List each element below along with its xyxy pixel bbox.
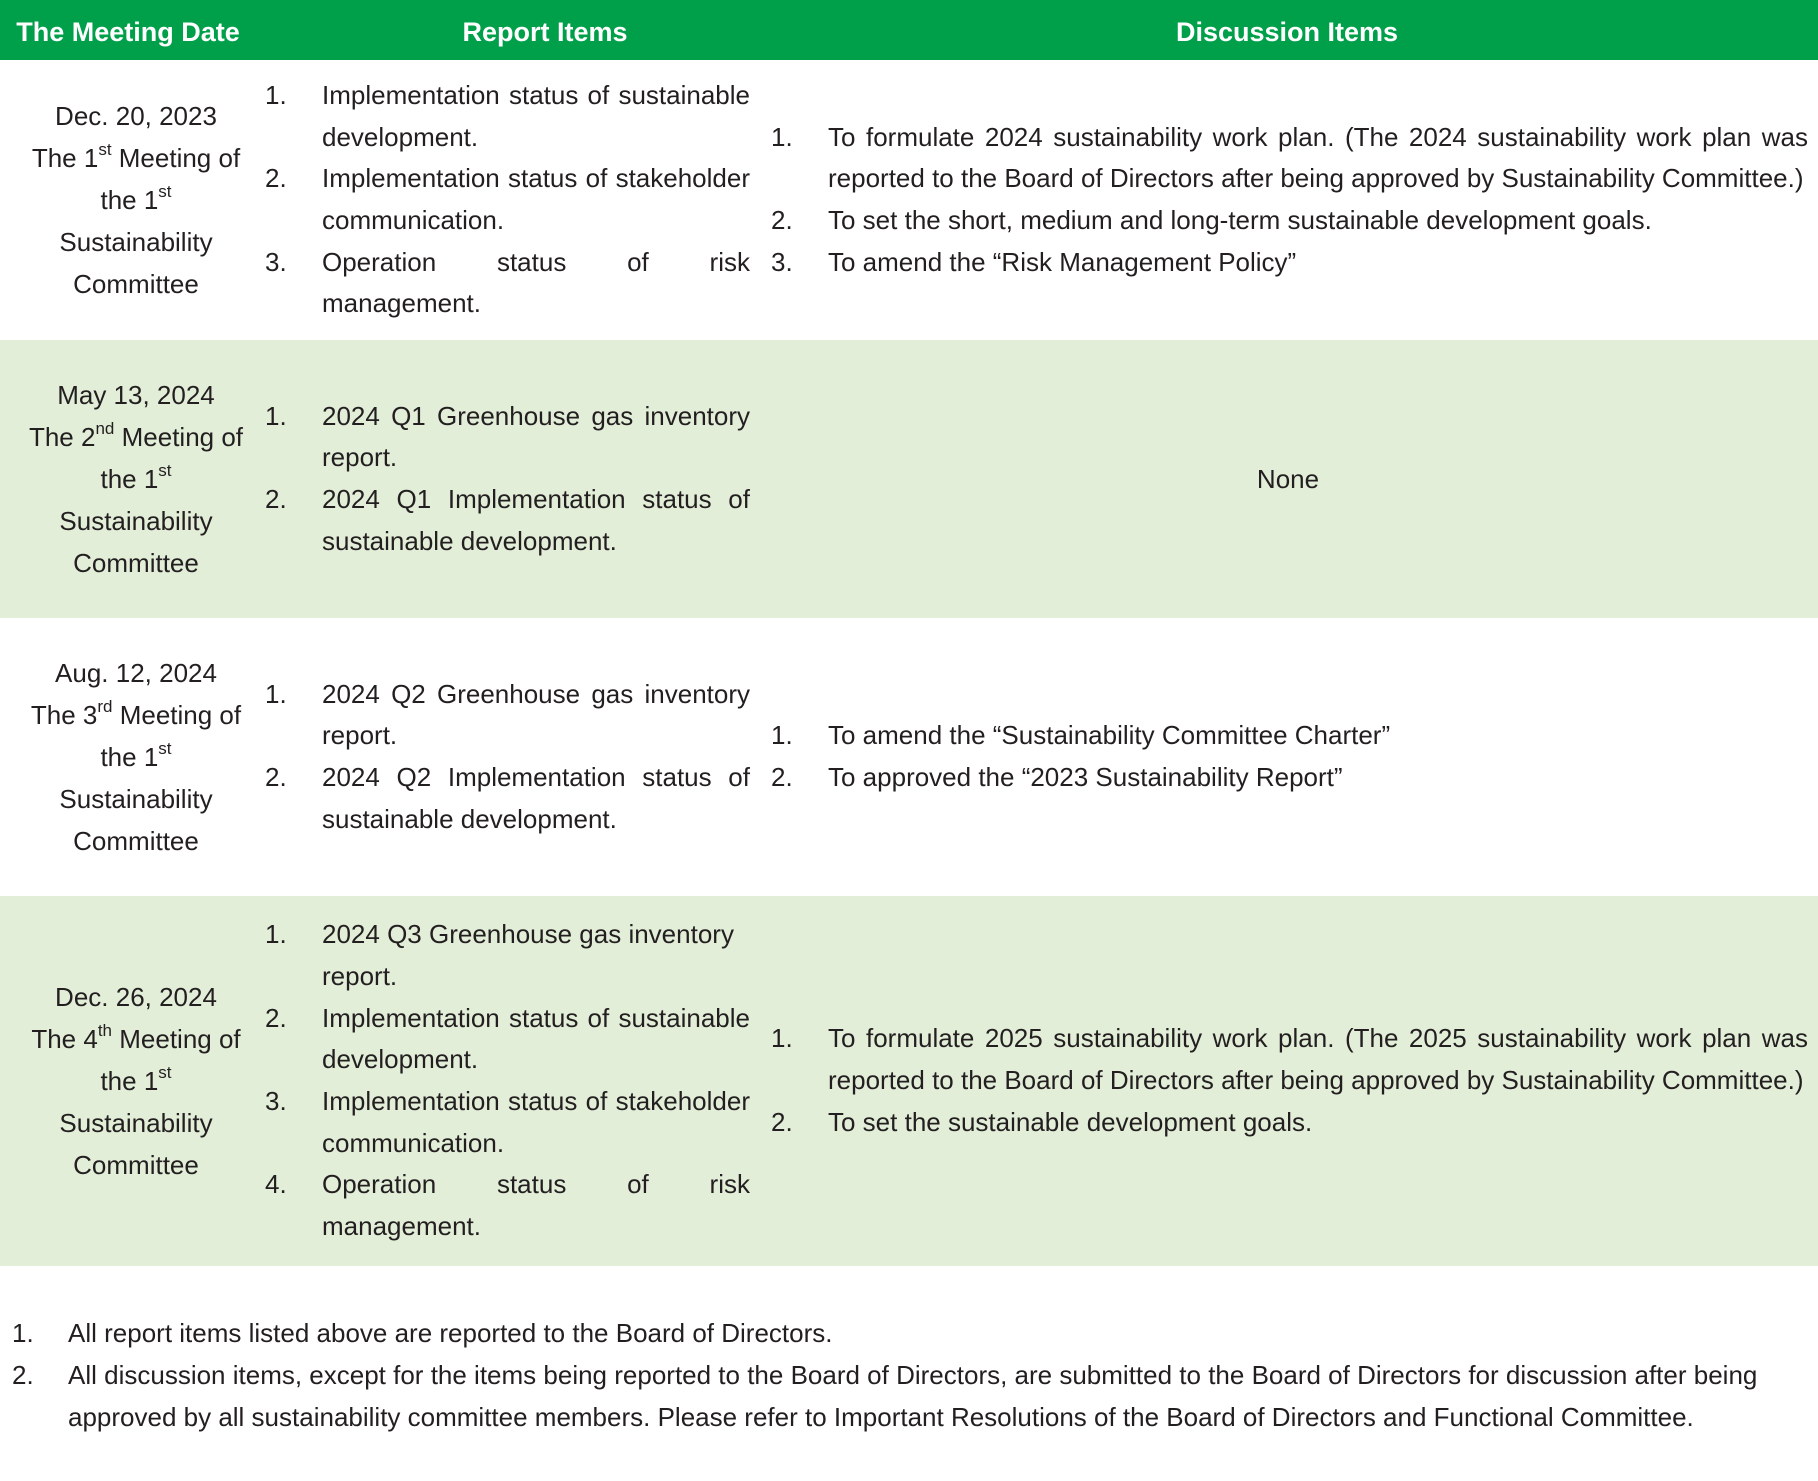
meeting-date-cell (8, 896, 264, 1266)
meeting-date: May 13, 2024 (57, 380, 215, 410)
report-items-cell (262, 896, 750, 1266)
meeting-date: Aug. 12, 2024 (55, 658, 217, 688)
meeting-term: the 1st (100, 461, 172, 494)
table-row (0, 896, 1818, 1266)
list-item: 2. Implementation status of sustainable development. (265, 1002, 750, 1075)
meeting-date-cell (8, 340, 264, 618)
list-item: 1. To amend the “Sustainability Committee Charter” (771, 720, 1391, 751)
meeting-ordinal: The 3rd Meeting of (30, 697, 242, 730)
committee-name: Sustainability (59, 227, 213, 257)
committee-word: Committee (73, 269, 199, 299)
list-item: 4. Operation status of risk management. (265, 1169, 750, 1242)
list-item: 1. To formulate 2025 sustainability work plan. (The 2025 sustainability work plan was reported to the Board of Directors after being approved by Sustainability Committee.) (771, 1023, 1808, 1096)
list-item: 2. Implementation status of stakeholder communication. (265, 163, 750, 235)
list-item: 1. Implementation status of sustainable development. (265, 79, 750, 152)
list-item: 2. 2024 Q2 Implementation status of sustainable development. (265, 762, 750, 834)
discussion-items-cell (768, 896, 1808, 1266)
discussion-none-text: None (1256, 463, 1320, 494)
discussion-items-cell (768, 60, 1808, 340)
committee-name: Sustainability (59, 784, 213, 814)
meeting-ordinal: The 4th Meeting of (31, 1021, 241, 1054)
list-item: 3. To amend the “Risk Management Policy” (771, 246, 1297, 277)
meeting-date: Dec. 26, 2024 (55, 982, 217, 1012)
table-row (0, 618, 1818, 896)
table-row (0, 60, 1818, 340)
footnotes (0, 1312, 1806, 1438)
meeting-date: Dec. 20, 2023 (55, 101, 217, 131)
list-item: 1. To formulate 2024 sustainability work plan. (The 2024 sustainability work plan was reported to the Board of Directors after being approved by Sustainability Committee.) (771, 121, 1808, 194)
committee-word: Committee (73, 1150, 199, 1180)
list-item: 1. 2024 Q1 Greenhouse gas inventory report. (265, 400, 750, 473)
committee-word: Committee (73, 826, 199, 856)
meeting-term: the 1st (100, 1063, 172, 1096)
meeting-date-cell (8, 60, 264, 340)
list-item: 2. To approved the “2023 Sustainability Report” (771, 762, 1343, 792)
meeting-term: the 1st (100, 739, 172, 772)
meeting-ordinal: The 1st Meeting of (31, 140, 241, 173)
committee-name: Sustainability (59, 506, 213, 536)
discussion-none (768, 340, 1808, 618)
table-row (0, 340, 1818, 618)
header-meeting-date: The Meeting Date (16, 17, 240, 47)
list-item: 2. To set the sustainable development goals. (771, 1106, 1313, 1137)
list-item: 3. Implementation status of stakeholder communication. (265, 1086, 750, 1158)
report-items-cell (262, 340, 750, 618)
footnote-item: 2. All discussion items, except for the items being reported to the Board of Directors, are submitted to the Board of Directors for discussion after being approved by all sustainability committee members. Please refer to Important Resolutions of the Board of Directors and Functional Committee. (12, 1360, 1758, 1432)
meeting-date-cell (8, 618, 264, 896)
table-header (0, 0, 1818, 60)
discussion-items-cell (768, 618, 1808, 896)
meeting-term: the 1st (100, 182, 172, 215)
list-item: 1. 2024 Q3 Greenhouse gas inventory report. (265, 919, 734, 991)
list-item: 2. To set the short, medium and long-term sustainable development goals. (771, 205, 1652, 235)
list-item: 2. 2024 Q1 Implementation status of sustainable development. (265, 484, 750, 556)
list-item: 1. 2024 Q2 Greenhouse gas inventory report. (265, 678, 750, 751)
header-discussion-items: Discussion Items (1175, 17, 1399, 47)
list-item: 3. Operation status of risk management. (265, 246, 750, 319)
committee-name: Sustainability (59, 1108, 213, 1138)
meeting-ordinal: The 2nd Meeting of (28, 419, 244, 452)
report-items-cell (262, 618, 750, 896)
footnote-item: 1. All report items listed above are reported to the Board of Directors. (12, 1318, 833, 1348)
report-items-cell (262, 60, 750, 340)
committee-word: Committee (73, 548, 199, 578)
header-report-items: Report Items (462, 17, 628, 47)
